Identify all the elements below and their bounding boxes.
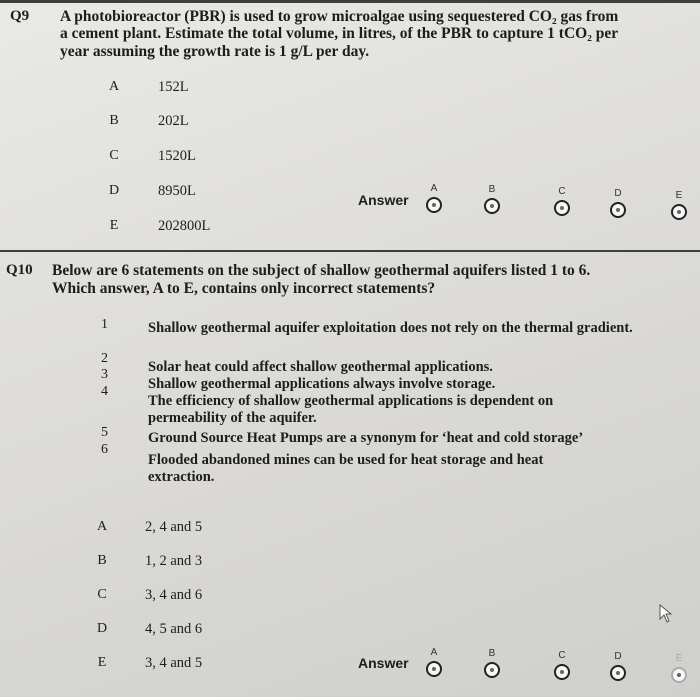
- q9-option-b-letter: B: [109, 113, 119, 128]
- q9-answer-label: Answer: [358, 192, 409, 208]
- q10-radio-a-label: A: [430, 647, 438, 658]
- q9-option-e-letter: E: [109, 218, 119, 233]
- q10-text-line-1: Below are 6 statements on the subject of shallow geothermal aquifers listed 1 to 6.: [52, 262, 591, 279]
- radio-icon[interactable]: [671, 204, 687, 220]
- radio-icon[interactable]: [426, 661, 442, 677]
- q9-radio-c-label: C: [558, 186, 566, 197]
- q10-statement-5-num: 5: [101, 425, 108, 440]
- q10-option-d-text: 4, 5 and 6: [145, 621, 203, 637]
- q10-radio-c[interactable]: [550, 650, 574, 685]
- q10-statement-4-num: 4: [101, 384, 108, 399]
- radio-icon[interactable]: [671, 667, 687, 683]
- q10-radio-c-label: C: [558, 650, 566, 661]
- q10-statement-6-text: Flooded abandoned mines can be used for heat storage and heat extraction.: [148, 452, 544, 485]
- q9-option-e-text: 202800L: [158, 218, 211, 234]
- q10-number: Q10: [6, 262, 33, 278]
- q10-radio-b[interactable]: [480, 648, 504, 683]
- q9-radio-c[interactable]: [550, 186, 574, 221]
- q9-radio-e[interactable]: [667, 190, 691, 225]
- q10-statement-3-num: 3: [101, 367, 108, 382]
- q10-statement-5-text: Ground Source Heat Pumps are a synonym for ‘heat and cold storage’: [148, 430, 584, 446]
- q10-radio-d-label: D: [614, 651, 622, 662]
- q9-radio-a[interactable]: [422, 183, 446, 218]
- q10-option-d-letter: D: [96, 621, 108, 636]
- q10-statement-2-text: Solar heat could affect shallow geothermal applications.: [148, 359, 493, 375]
- q10-option-a-text: 2, 4 and 5: [145, 519, 203, 535]
- q10-option-e-text: 3, 4 and 5: [145, 655, 203, 671]
- q10-radio-e-label: E: [675, 653, 683, 664]
- q10-option-a-letter: A: [96, 519, 108, 534]
- q9-option-a-letter: A: [108, 79, 120, 94]
- q10-statement-2-num: 2: [101, 351, 108, 366]
- q9-text-line-1: A photobioreactor (PBR) is used to grow microalgae using sequestered CO₂ gas from: [60, 8, 619, 25]
- radio-icon[interactable]: [484, 198, 500, 214]
- q10-statement-1-text: Shallow geothermal aquifer exploitation does not rely on the thermal gradient.: [148, 320, 633, 336]
- radio-icon[interactable]: [610, 665, 626, 681]
- q10-statement-1-num: 1: [101, 317, 108, 332]
- q10-text-line-2: Which answer, A to E, contains only incorrect statements?: [52, 280, 436, 297]
- mouse-pointer-icon: [658, 604, 674, 624]
- radio-icon[interactable]: [610, 202, 626, 218]
- q9-radio-a-label: A: [430, 183, 438, 194]
- q10-radio-b-label: B: [488, 648, 496, 659]
- q10-answer-label: Answer: [358, 655, 409, 671]
- q9-option-a-text: 152L: [158, 79, 189, 95]
- q9-radio-b-label: B: [488, 184, 496, 195]
- q9-number: Q9: [10, 8, 30, 24]
- top-border: [0, 0, 700, 3]
- q9-option-b-text: 202L: [158, 113, 189, 129]
- q9-radio-e-label: E: [675, 190, 683, 201]
- q10-radio-d[interactable]: [606, 651, 630, 686]
- q9-option-d-letter: D: [108, 183, 120, 198]
- q10-statement-3-text: Shallow geothermal applications always involve storage.: [148, 376, 496, 392]
- q9-text-line-3: year assuming the growth rate is 1 g/L per day.: [60, 43, 370, 60]
- q10-radio-e[interactable]: [667, 653, 691, 688]
- q9-option-d-text: 8950L: [158, 183, 196, 199]
- q10-option-b-text: 1, 2 and 3: [145, 553, 203, 569]
- q10-option-c-letter: C: [97, 587, 107, 602]
- q10-statement-6-num: 6: [101, 442, 108, 457]
- q9-text-line-2: a cement plant. Estimate the total volume, in litres, of the PBR to capture 1 tCO₂ per: [60, 25, 619, 42]
- question-divider: [0, 250, 700, 252]
- q10-option-e-letter: E: [97, 655, 107, 670]
- radio-icon[interactable]: [554, 664, 570, 680]
- q9-option-c-text: 1520L: [158, 148, 196, 164]
- radio-icon[interactable]: [554, 200, 570, 216]
- q10-statement-4-text: The efficiency of shallow geothermal applications is dependent on permeability of the aquifer.: [148, 393, 554, 426]
- radio-icon[interactable]: [426, 197, 442, 213]
- q10-option-b-letter: B: [97, 553, 107, 568]
- q10-option-c-text: 3, 4 and 6: [145, 587, 203, 603]
- q9-option-c-letter: C: [109, 148, 119, 163]
- q9-radio-d-label: D: [614, 188, 622, 199]
- radio-icon[interactable]: [484, 662, 500, 678]
- q9-radio-b[interactable]: [480, 184, 504, 219]
- q9-radio-d[interactable]: [606, 188, 630, 223]
- q10-radio-a[interactable]: [422, 647, 446, 682]
